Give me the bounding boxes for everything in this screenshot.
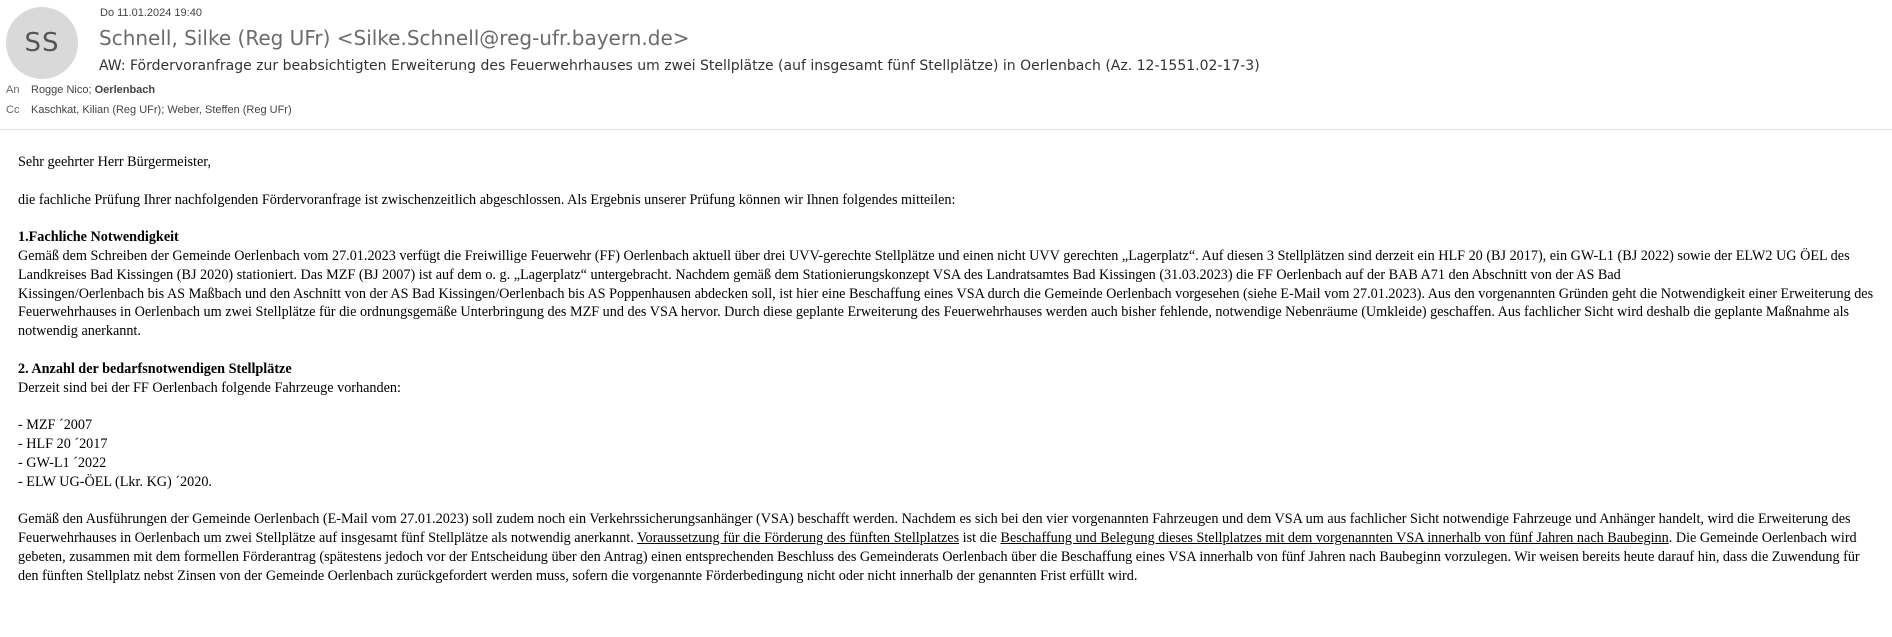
sender-name[interactable]: Schnell, Silke (Reg UFr) <Silke.Schnell@reg-ufr.bayern.de> [99, 26, 690, 50]
cc-recipients[interactable]: Kaschkat, Kilian (Reg UFr); Weber, Steffen (Reg UFr) [31, 104, 292, 116]
greeting: Sehr geehrter Herr Bürgermeister, [18, 154, 211, 170]
email-body [18, 153, 1880, 585]
cc-label: Cc [6, 104, 20, 116]
vehicle-list-item: - HLF 20 ´2017 [18, 435, 108, 452]
section-2-intro: Derzeit sind bei der FF Oerlenbach folgende Fahrzeuge vorhanden: [18, 379, 401, 396]
section-2-heading: 2. Anzahl der bedarfsnotwendigen Stellplätze [18, 360, 292, 377]
section-1-paragraph-1: Gemäß dem Schreiben der Gemeinde Oerlenbach vom 27.01.2023 verfügt die Freiwillige Feuerwehr (FF) Oerlenbach aktuell über drei UVV-gerechte Stellplätze und einen nicht UVV gerechten „Lagerplatz“. Auf diesen 3 Stellplätzen sind derzeit ein HLF 20 (BJ 2017), ein GW-L1 (BJ 2022) sowie der ELW2 UG ÖEL des Landkreises Bad Kissingen (BJ 2020) stationiert. Das MZF (BJ 2007) ist auf dem o. g. „Lagerplatz“ untergebracht. Nachdem gemäß dem Stationierungskonzept VSA des Landratsamtes Bad Kissingen (31.03.2023) die FF Oerlenbach auf der BAB A71 den Abschnitt von der AS Bad [18, 247, 1850, 283]
email-subject: AW: Fördervoranfrage zur beabsichtigten Erweiterung des Feuerwehrhauses um zwei Stellplätze (auf insgesamt fünf Stellplätze) in Oerlenbach (Az. 12-1551.02-17-3) [99, 58, 1260, 74]
underlined-requirement: Beschaffung und Belegung dieses Stellplatzes mit dem vorgenannten VSA innerhalb von fünf Jahren nach Baubeginn [1000, 529, 1669, 546]
underlined-condition: Voraussetzung für die Förderung des fünften Stellplatzes [637, 529, 960, 546]
intro-paragraph: die fachliche Prüfung Ihrer nachfolgenden Fördervoranfrage ist zwischenzeitlich abgeschlossen. Als Ergebnis unserer Prüfung können wir Ihnen folgendes mitteilen: [18, 191, 956, 208]
cc-row [6, 104, 292, 116]
to-recipient[interactable]: Rogge Nico; [31, 84, 92, 96]
section-1-heading: 1.Fachliche Notwendigkeit [18, 229, 179, 246]
header-divider [0, 129, 1892, 130]
to-label: An [6, 84, 20, 96]
email-header [0, 0, 1892, 130]
section-1-paragraph-2: Kissingen/Oerlenbach bis AS Maßbach und den Aschnitt von der AS Bad Kissingen/Oerlenbach bis AS Poppenhausen abdecken soll, ist hier eine Beschaffung eines VSA durch die Gemeinde Oerlenbach vorgesehen (siehe E-Mail vom 27.01.2023). Aus den vorgenannten Gründen geht die Notwendigkeit einer Erweiterung des Feuerwehrhauses in Oerlenbach um zwei Stellplätze für die ordnungsgemäße Unterbringung des MZF und des VSA hervor. Durch diese geplante Erweiterung des Feuerwehrhauses werden auch bisher fehlende, notwendige Nebenräume (Umkleide) geschaffen. Aus fachlicher Sicht wird deshalb die geplante Maßnahme als notwendig anerkannt. [18, 285, 1874, 340]
sent-date: Do 11.01.2024 19:40 [100, 7, 202, 19]
closing-paragraph: Gemäß den Ausführungen der Gemeinde Oerlenbach (E-Mail vom 27.01.2023) soll zudem noch ein Verkehrssicherungsanhänger (VSA) beschafft werden. Nachdem es sich bei den vier vorgenannten Fahrzeugen und dem VSA um aus fachlicher Sicht notwendige Fahrzeuge und Anhänger handelt, wird die Erweiterung des Feuerwehrhauses in Oerlenbach um zwei Stellplätze auf insgesamt fünf Stellplätze als notwendig anerkannt. Voraussetzung für die Förderung des fünften Stellplatzes ist die Beschaffung und Belegung dieses Stellplatzes mit dem vorgenannten VSA innerhalb von fünf Jahren nach Baubeginn. Die Gemeinde Oerlenbach wird gebeten, zusammen mit dem formellen Förderantrag (spätestens jedoch vor der Entscheidung über den Antrag) einen entsprechenden Beschluss des Gemeinderats Oerlenbach über die Beschaffung eines VSA innerhalb von fünf Jahren nach Baubeginn vorzulegen. Wir weisen bereits heute darauf hin, dass die Zuwendung für den fünften Stellplatz nebst Zinsen von der Gemeinde Oerlenbach zurückgefordert werden muss, sofern die vorgenannte Förderbedingung nicht oder nicht innerhalb der genannten Frist erfüllt wird. [18, 511, 1860, 584]
to-row [6, 84, 155, 96]
vehicle-list-item: - ELW UG-ÖEL (Lkr. KG) ´2020. [18, 473, 212, 490]
sender-avatar[interactable]: SS [6, 7, 78, 79]
to-recipient-org[interactable]: Oerlenbach [94, 84, 156, 96]
vehicle-list-item: - MZF ´2007 [18, 417, 93, 434]
vehicle-list-item: - GW-L1 ´2022 [18, 454, 107, 471]
